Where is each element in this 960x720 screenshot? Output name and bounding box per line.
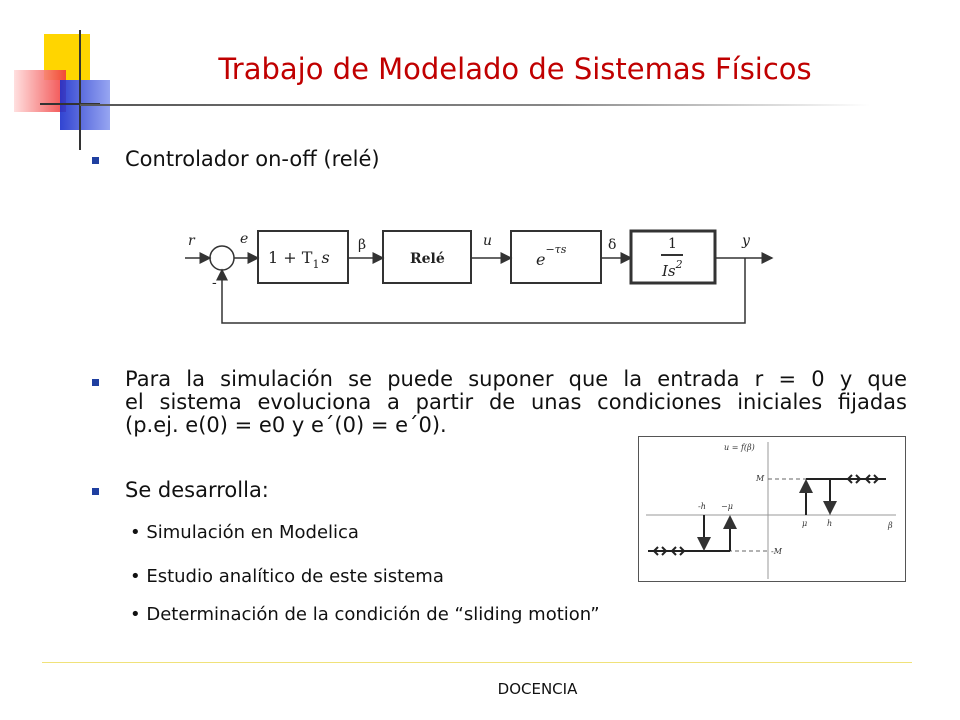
- para-line-1: Para la simulación se puede suponer que la entrada r = 0 y que: [125, 367, 907, 391]
- plot-h-label: h: [827, 519, 833, 528]
- label-delta: δ: [608, 237, 617, 253]
- block4-numerator: 1: [668, 236, 677, 252]
- label-beta: β: [358, 237, 367, 253]
- block-diagram: [180, 215, 780, 335]
- para-line-2: el sistema evoluciona a partir de unas condiciones iniciales fijadas: [125, 390, 907, 414]
- plot-M-label: M: [756, 474, 765, 483]
- bullet-marker: [92, 488, 99, 495]
- plot-x-axis-label: β: [888, 521, 893, 530]
- sub-item-analysis: • Estudio analítico de este sistema: [130, 566, 444, 587]
- bullet-controller: Controlador on-off (relé): [125, 147, 380, 171]
- footer-divider: [42, 662, 912, 663]
- block2-text: Relé: [410, 251, 445, 267]
- plot-negM-label: -M: [771, 547, 782, 556]
- label-r: r: [188, 233, 195, 249]
- sub-item-simulation: • Simulación en Modelica: [130, 522, 359, 543]
- relay-characteristic-plot: [638, 436, 906, 582]
- label-e: e: [240, 231, 249, 247]
- sub-item-sliding: • Determinación de la condición de “sliding motion”: [130, 604, 600, 625]
- title-underline: [80, 104, 870, 106]
- block4-denominator: Is$^2$: [662, 258, 683, 280]
- block3-text: $e^{-\tau s}$: [536, 243, 567, 269]
- plot-neg-mu-label: −μ: [721, 502, 733, 511]
- decor-red-square: [14, 70, 66, 112]
- label-y: y: [742, 233, 750, 249]
- plot-y-axis-label: u = f(β): [724, 443, 755, 452]
- bullet-develops: Se desarrolla:: [125, 478, 269, 502]
- plot-mu-label: μ: [802, 519, 808, 528]
- label-u: u: [483, 233, 493, 249]
- simulation-paragraph: [125, 368, 907, 437]
- plot-neg-h-label: -h: [698, 502, 706, 511]
- slide-title: Trabajo de Modelado de Sistemas Físicos: [218, 52, 812, 86]
- bullet-marker: [92, 157, 99, 164]
- bullet-marker: [92, 379, 99, 386]
- footer-text: DOCENCIA: [497, 680, 578, 698]
- block1-text: $1 + T_1$ s: [268, 248, 330, 271]
- para-line-3: (p.ej. e(0) = e0 y e´(0) = e´0).: [125, 413, 447, 437]
- decor-vertical-line: [79, 30, 81, 150]
- label-minus: -: [212, 275, 217, 291]
